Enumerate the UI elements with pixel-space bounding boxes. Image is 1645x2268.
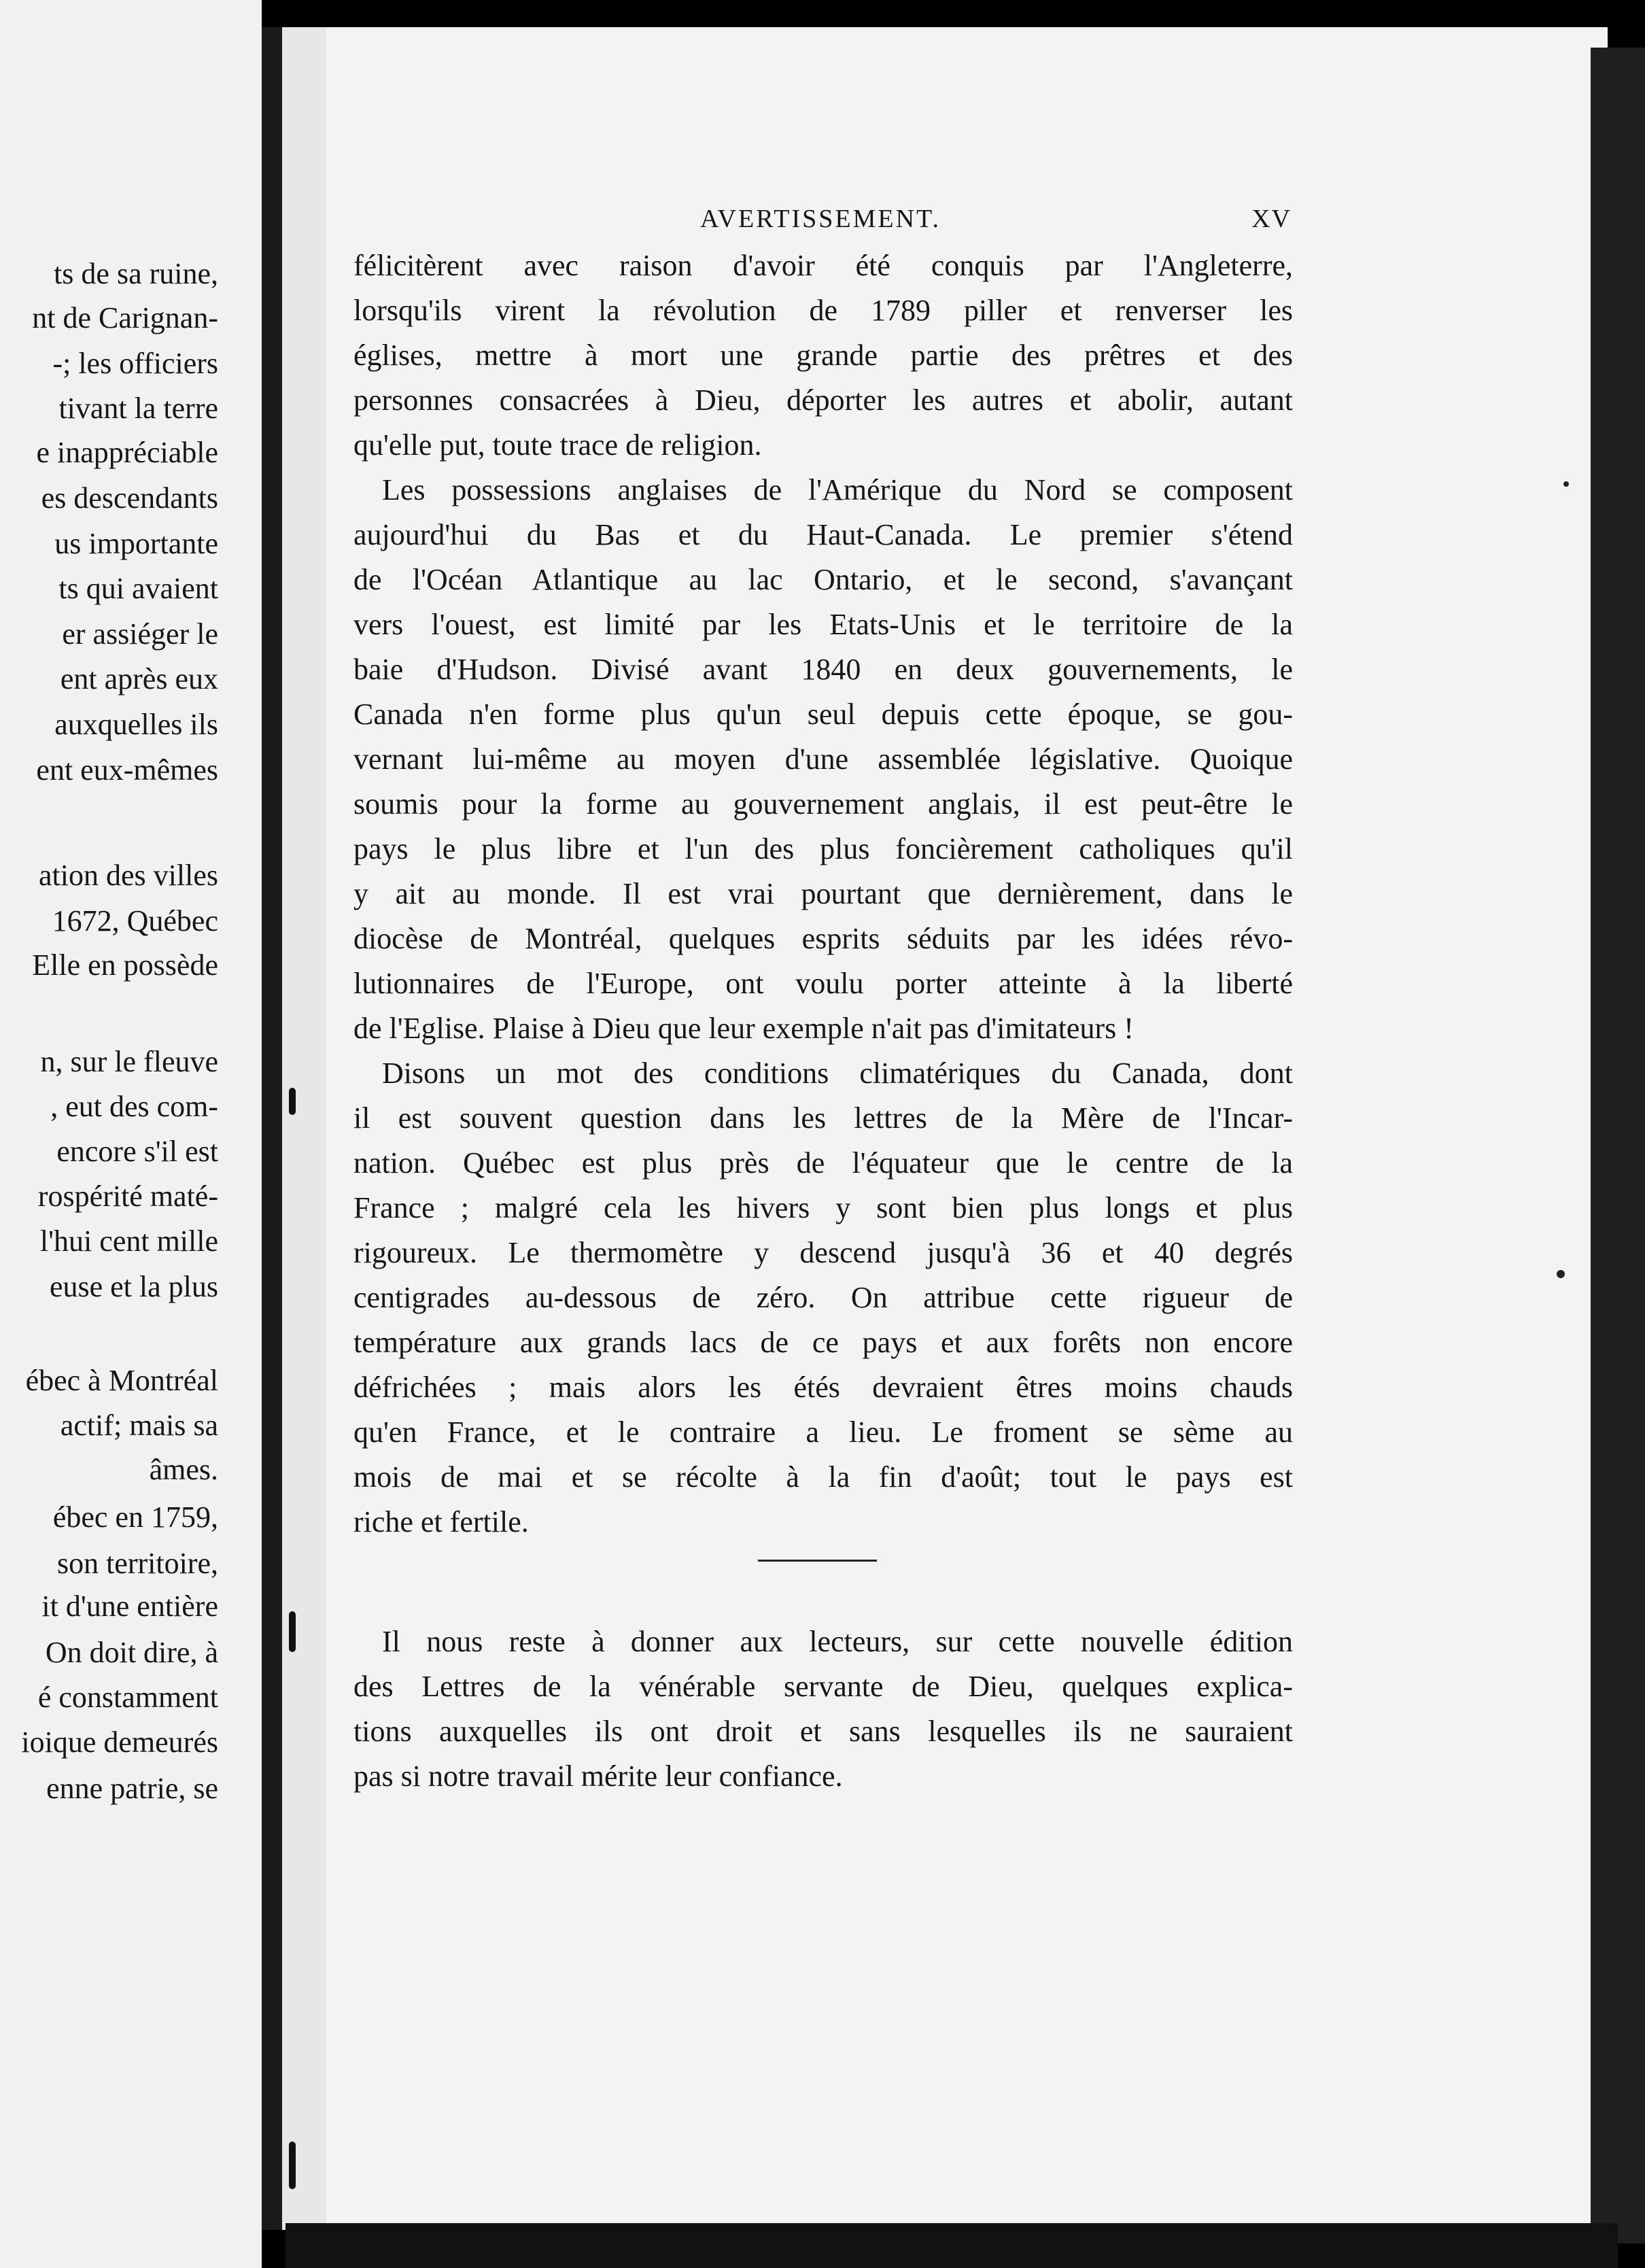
- text-line: lorsqu'ils virent la révolution de 1789 piller et renverser les: [353, 294, 1293, 327]
- left-page-line: âmes.: [149, 1453, 218, 1486]
- text-line: Disons un mot des conditions climatériques du Canada, dont: [382, 1056, 1293, 1090]
- text-line: diocèse de Montréal, quelques esprits séduits par les idées révo-: [353, 922, 1293, 955]
- gutter-mark: [289, 1611, 296, 1652]
- paragraph: [353, 243, 1293, 468]
- left-page-line: ébec en 1759,: [52, 1500, 218, 1534]
- left-page-line: ent après eux: [60, 662, 218, 695]
- left-page-line: ébec à Montréal: [25, 1364, 218, 1397]
- page-edge-right: [1591, 48, 1645, 2244]
- left-page-line: euse et la plus: [49, 1270, 218, 1303]
- left-page-line: ioique demeurés: [21, 1725, 218, 1759]
- paragraph: [353, 468, 1293, 1051]
- page-number: XV: [1251, 205, 1292, 233]
- text-line: de l'Eglise. Plaise à Dieu que leur exemple n'ait pas d'imitateurs !: [353, 1012, 1134, 1045]
- left-page-line: ts de sa ruine,: [54, 257, 218, 290]
- text-line: soumis pour la forme au gouvernement anglais, il est peut-être le: [353, 787, 1293, 821]
- text-line: Il nous reste à donner aux lecteurs, sur cette nouvelle édition: [382, 1625, 1293, 1658]
- text-line: vers l'ouest, est limité par les Etats-Unis et le territoire de la: [353, 608, 1293, 641]
- text-line: qu'en France, et le contraire a lieu. Le froment se sème au: [353, 1415, 1293, 1449]
- left-page-line: es descendants: [41, 481, 218, 515]
- text-line: pays le plus libre et l'un des plus foncièrement catholiques qu'il: [353, 832, 1293, 865]
- text-line: nation. Québec est plus près de l'équateur que le centre de la: [353, 1146, 1293, 1180]
- text-line: des Lettres de la vénérable servante de Dieu, quelques explica-: [353, 1670, 1293, 1703]
- text-line: Les possessions anglaises de l'Amérique du Nord se composent: [382, 473, 1293, 506]
- left-page-line: n, sur le fleuve: [40, 1045, 218, 1078]
- text-line: baie d'Hudson. Divisé avant 1840 en deux gouvernements, le: [353, 653, 1293, 686]
- text-line: riche et fertile.: [353, 1505, 529, 1539]
- ink-speck: [1557, 1270, 1565, 1278]
- text-line: qu'elle put, toute trace de religion.: [353, 428, 762, 462]
- text-line: vernant lui-même au moyen d'une assemblée législative. Quoique: [353, 742, 1293, 776]
- gutter-shadow: [262, 27, 282, 2230]
- left-page-line: e inappréciable: [36, 436, 218, 469]
- left-page-line: ent eux-mêmes: [36, 753, 218, 787]
- running-title: AVERTISSEMENT.: [700, 205, 941, 233]
- text-line: tions auxquelles ils ont droit et sans lesquelles ils ne sauraient: [353, 1715, 1293, 1748]
- left-page-line: , eut des com-: [50, 1090, 218, 1123]
- text-line: centigrades au-dessous de zéro. On attribue cette rigueur de: [353, 1281, 1293, 1314]
- left-page-line: Elle en possède: [32, 948, 218, 982]
- text-line: pas si notre travail mérite leur confiance.: [353, 1759, 843, 1793]
- left-page-line: 1672, Québec: [52, 904, 218, 938]
- text-line: y ait au monde. Il est vrai pourtant que dernièrement, dans le: [353, 877, 1293, 910]
- text-line: lutionnaires de l'Europe, ont voulu porter atteinte à la liberté: [353, 967, 1293, 1000]
- left-page-line: é constamment: [37, 1681, 218, 1714]
- left-page-line: ation des villes: [39, 859, 218, 892]
- page-edge-bottom: [285, 2223, 1618, 2268]
- text-line: mois de mai et se récolte à la fin d'août; tout le pays est: [353, 1460, 1293, 1494]
- left-page-fragment: [0, 0, 262, 2268]
- left-page-line: son territoire,: [56, 1547, 218, 1580]
- left-page-line: actif; mais sa: [60, 1409, 218, 1442]
- page-body: [353, 243, 1293, 1799]
- text-line: défrichées ; mais alors les étés devraient êtres moins chauds: [353, 1371, 1293, 1404]
- left-page-line: tivant la terre: [58, 392, 218, 425]
- left-page-line: us importante: [54, 527, 218, 560]
- paragraph: [353, 1619, 1293, 1799]
- section-rule: [758, 1560, 877, 1562]
- text-line: température aux grands lacs de ce pays et aux forêts non encore: [353, 1326, 1293, 1359]
- left-page-line: rospérité maté-: [37, 1180, 218, 1213]
- left-page-line: er assiéger le: [62, 617, 218, 651]
- text-line: félicitèrent avec raison d'avoir été conquis par l'Angleterre,: [353, 249, 1293, 282]
- left-page-line: nt de Carignan-: [32, 301, 218, 334]
- text-line: personnes consacrées à Dieu, déporter les autres et abolir, autant: [353, 383, 1293, 417]
- text-line: de l'Océan Atlantique au lac Ontario, et le second, s'avançant: [353, 563, 1293, 596]
- ink-speck: [1563, 481, 1569, 487]
- left-page-line: enne patrie, se: [46, 1772, 218, 1805]
- book-gutter: [262, 27, 336, 2230]
- left-page-line: l'hui cent mille: [39, 1224, 218, 1258]
- gutter-mark: [289, 2142, 296, 2189]
- text-line: rigoureux. Le thermomètre y descend jusqu'à 36 et 40 degrés: [353, 1236, 1293, 1269]
- left-page-line: auxquelles ils: [54, 708, 218, 741]
- text-line: France ; malgré cela les hivers y sont bien plus longs et plus: [353, 1191, 1293, 1224]
- text-line: Canada n'en forme plus qu'un seul depuis cette époque, se gou-: [353, 698, 1293, 731]
- left-page-line: it d'une entière: [41, 1590, 218, 1623]
- paragraph: [353, 1051, 1293, 1545]
- text-line: il est souvent question dans les lettres de la Mère de l'Incar-: [353, 1101, 1293, 1135]
- left-page-line: ts qui avaient: [58, 572, 218, 605]
- left-page-line: -; les officiers: [52, 347, 218, 380]
- text-line: églises, mettre à mort une grande partie des prêtres et des: [353, 339, 1293, 372]
- text-line: aujourd'hui du Bas et du Haut-Canada. Le premier s'étend: [353, 518, 1293, 551]
- gutter-mark: [289, 1088, 296, 1115]
- left-page-line: On doit dire, à: [45, 1636, 218, 1669]
- left-page-line: encore s'il est: [56, 1135, 218, 1168]
